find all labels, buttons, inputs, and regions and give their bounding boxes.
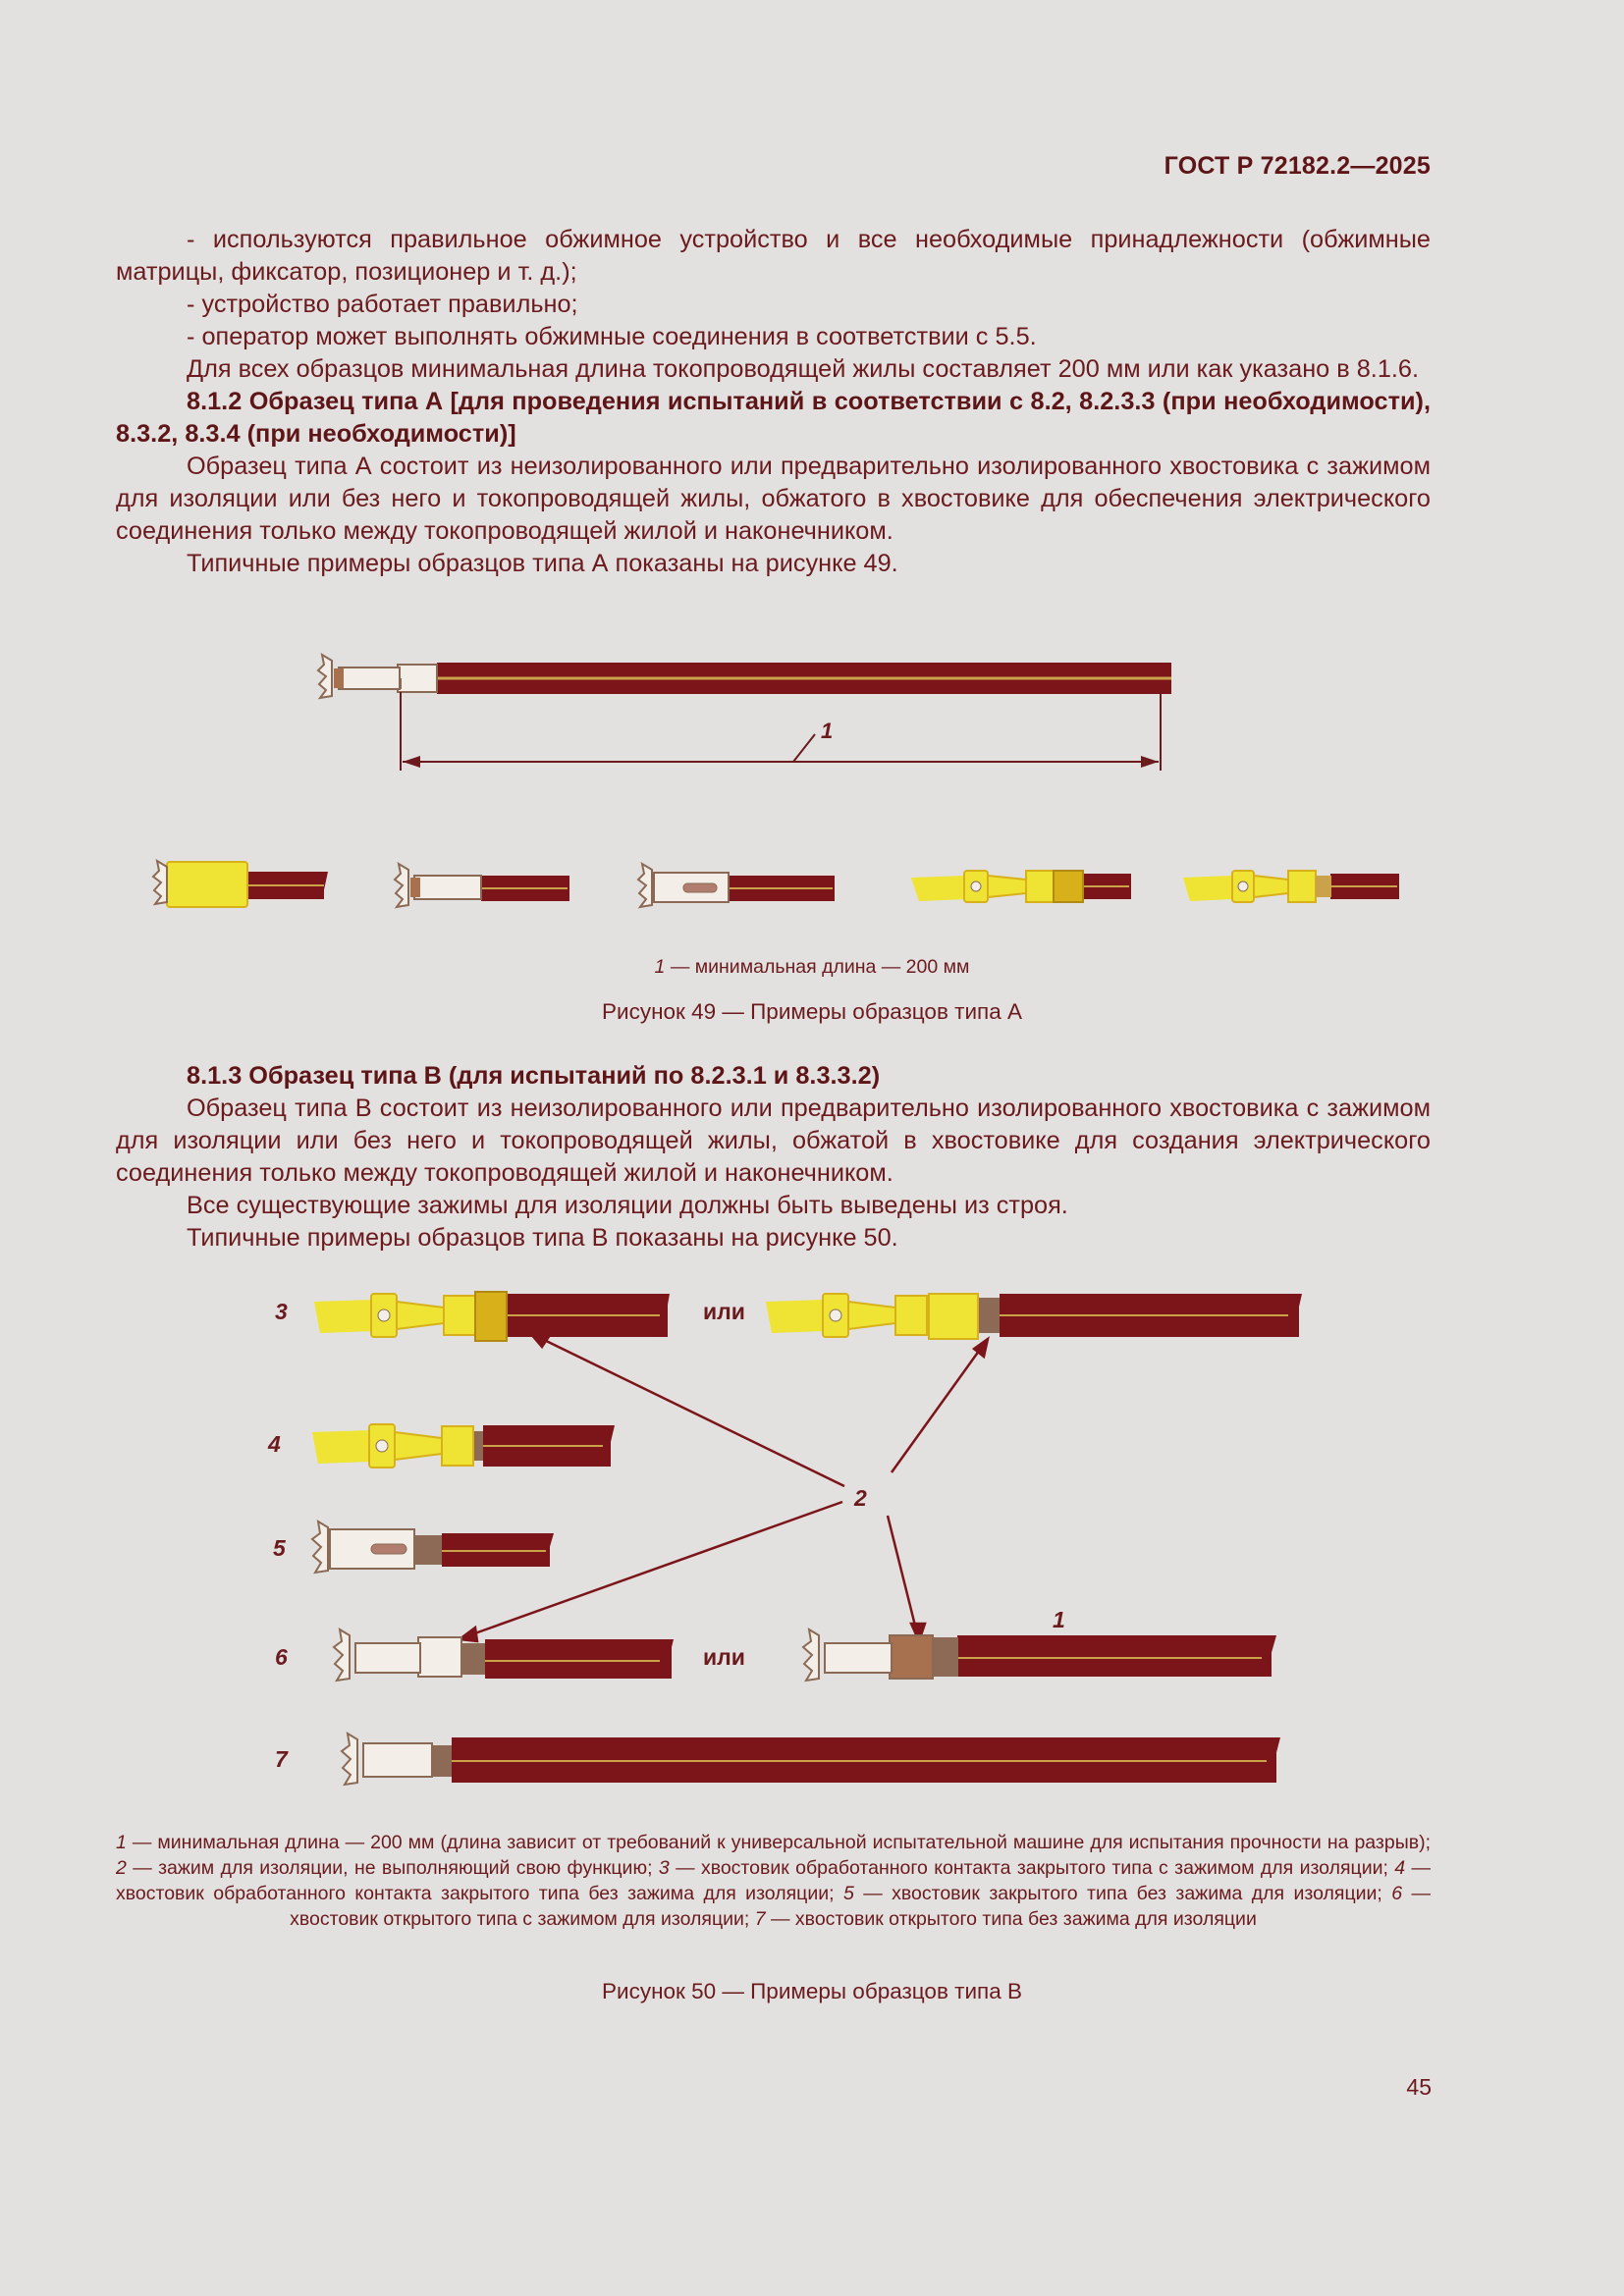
specimen-6a bbox=[334, 1629, 674, 1681]
figure-50-caption: Рисунок 50 — Примеры образцов типа В bbox=[602, 1979, 1022, 2003]
paragraph: Для всех образцов минимальная длина токопроводящей жилы составляет 200 мм или как указано в 8.1.6. bbox=[187, 355, 1420, 383]
paragraph: Типичные примеры образцов типа А показаны на рисунке 49. bbox=[187, 550, 898, 577]
specimen-a5 bbox=[1183, 871, 1399, 902]
label-4: 4 bbox=[268, 1431, 281, 1457]
paragraph: Образец типа В состоит из неизолированного или предварительно изолированного хвостовика с зажимом для изоляции или без него и токопроводящей жилы, обжатой в хвостовике для создания электрического соединения только между токопроводящей жилой и наконечником. bbox=[116, 1095, 1431, 1187]
page-number: 45 bbox=[1406, 2074, 1432, 2100]
legend-text: — хвостовик открытого типа с зажимом для изоляции; bbox=[290, 1883, 1432, 1930]
specimen-5 bbox=[312, 1522, 554, 1573]
label-5: 5 bbox=[273, 1535, 286, 1561]
legend-number: 1 bbox=[116, 1832, 127, 1853]
legend-number: 4 bbox=[1394, 1857, 1406, 1879]
legend-text: — минимальная длина — 200 мм bbox=[665, 956, 970, 978]
paragraph: Типичные примеры образцов типа В показаны на рисунке 50. bbox=[187, 1224, 898, 1252]
legend-number: 2 bbox=[116, 1857, 127, 1879]
label-6: 6 bbox=[275, 1644, 288, 1670]
figure-50-drawing bbox=[0, 1276, 1624, 1796]
section-heading-8-1-3: 8.1.3 Образец типа В (для испытаний по 8.2.3.1 и 8.3.3.2) bbox=[187, 1062, 881, 1090]
legend-text: — хвостовик закрытого типа без зажима для изоляции; bbox=[853, 1883, 1392, 1904]
document-header: ГОСТ Р 72182.2—2025 bbox=[1164, 152, 1431, 180]
legend-text: — хвостовик обработанного контакта закрытого типа без зажима для изоляции; bbox=[116, 1857, 1432, 1904]
specimen-type-a-long bbox=[318, 655, 1171, 698]
callout-arrows bbox=[460, 1333, 988, 1641]
paragraph: - устройство работает правильно; bbox=[187, 291, 578, 318]
callout-1: 1 bbox=[821, 719, 834, 743]
paragraph: - оператор может выполнять обжимные соединения в соответствии с 5.5. bbox=[187, 323, 1037, 350]
figure-50-legend bbox=[116, 1830, 1431, 1932]
specimen-a1 bbox=[153, 861, 328, 907]
legend-text: — хвостовик обработанного контакта закрытого типа с зажимом для изоляции; bbox=[669, 1857, 1395, 1879]
paragraph: Все существующие зажимы для изоляции должны быть выведены из строя. bbox=[187, 1192, 1068, 1219]
label-2: 2 bbox=[854, 1485, 867, 1511]
figure-49-legend bbox=[0, 956, 1624, 979]
legend-number: 6 bbox=[1391, 1883, 1403, 1904]
label-1: 1 bbox=[1053, 1607, 1065, 1632]
specimen-6b bbox=[803, 1629, 1276, 1681]
label-7: 7 bbox=[275, 1746, 288, 1772]
legend-text: — хвостовик открытого типа без зажима для изоляции bbox=[765, 1908, 1257, 1930]
text-block-lower bbox=[116, 1060, 1431, 1255]
section-heading-8-1-2: 8.1.2 Образец типа А [для проведения испытаний в соответствии с 8.2, 8.2.3.3 (при необходимости), 8.3.2, 8.3.4 (при необходимости)] bbox=[116, 388, 1431, 448]
specimen-7 bbox=[342, 1734, 1280, 1785]
legend-number: 5 bbox=[842, 1883, 854, 1904]
label-3: 3 bbox=[275, 1299, 288, 1324]
specimen-3b bbox=[766, 1294, 1302, 1339]
figure-49-drawing bbox=[0, 628, 1624, 942]
text-block-upper bbox=[116, 224, 1431, 580]
paragraph: Образец типа А состоит из неизолированного или предварительно изолированного хвостовика с зажимом для изоляции или без него и токопроводящей жилы, обжатого в хвостовике для обеспечения электрического соединения только между токопроводящей жилой и наконечником. bbox=[116, 453, 1431, 545]
figure-49-caption: Рисунок 49 — Примеры образцов типа А bbox=[602, 999, 1022, 1024]
paragraph: - используются правильное обжимное устройство и все необходимые принадлежности (обжимные матрицы, фиксатор, позиционер и т. д.); bbox=[116, 226, 1431, 286]
or-label: или bbox=[703, 1299, 745, 1324]
specimen-3a bbox=[314, 1292, 670, 1341]
or-label: или bbox=[703, 1644, 745, 1670]
legend-number: 7 bbox=[754, 1908, 766, 1930]
specimen-a3 bbox=[638, 864, 835, 907]
specimen-4 bbox=[312, 1424, 615, 1468]
specimen-a4 bbox=[911, 871, 1131, 902]
specimen-a2 bbox=[395, 864, 569, 907]
legend-text: — минимальная длина — 200 мм (длина зависит от требований к универсальной испытательной машине для испытания прочности на разрыв); bbox=[126, 1832, 1431, 1853]
legend-number: 1 bbox=[654, 956, 666, 978]
legend-text: — зажим для изоляции, не выполняющий свою функцию; bbox=[126, 1857, 659, 1879]
legend-number: 3 bbox=[658, 1857, 670, 1879]
dimension-line bbox=[401, 692, 1161, 771]
